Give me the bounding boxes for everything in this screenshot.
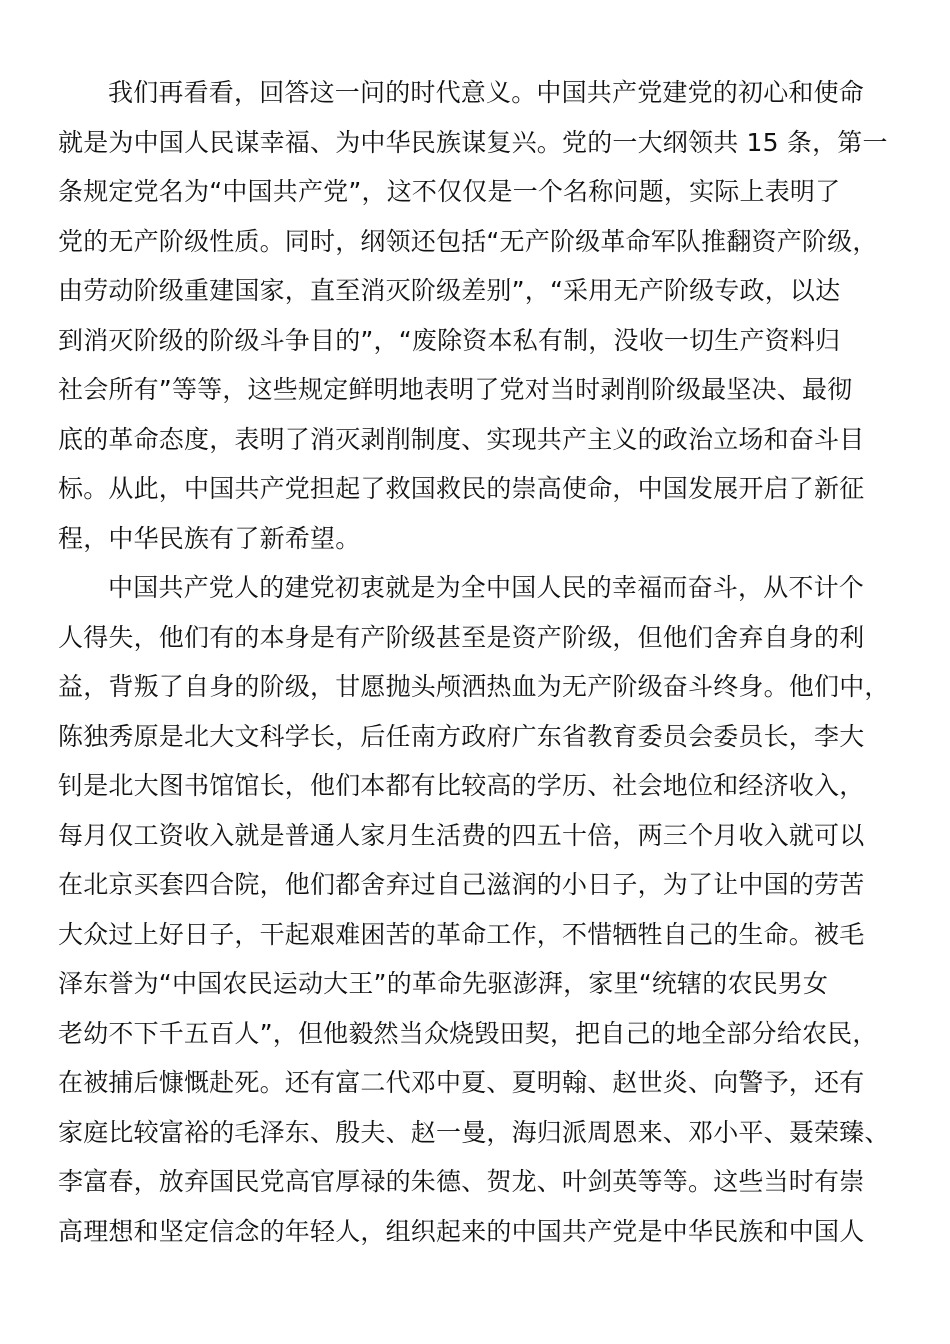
text-line: 陈独秀原是北大文科学长，后任南方政府广东省教育委员会委员长，李大 <box>58 721 865 751</box>
text-line: 家庭比较富裕的毛泽东、殷夫、赵一曼，海归派周恩来、邓小平、聂荣臻、 <box>58 1117 890 1147</box>
text-line: 我们再看看，回答这一问的时代意义。中国共产党建党的初心和使命 <box>108 78 865 107</box>
text-line: 社会所有”等等，这些规定鲜明地表明了党对当时剥削阶级最坚决、最彻 <box>58 375 853 404</box>
text-line: 条规定党名为“中国共产党”，这不仅仅是一个名称问题，实际上表明了 <box>58 177 841 206</box>
text-line: 泽东誉为“中国农民运动大王”的革命先驱澎湃，家里“统辖的农民男女 <box>58 969 829 998</box>
text-line: 在北京买套四合院，他们都舍弃过自己滋润的小日子，为了让中国的劳苦 <box>58 870 865 899</box>
document-page <box>58 68 892 1256</box>
text-line: 党的无产阶级性质。同时，纲领还包括“无产阶级革命军队推翻资产阶级， <box>58 226 878 256</box>
text-line: 到消灭阶级的阶级斗争目的”，“废除资本私有制，没收一切生产资料归 <box>58 325 841 355</box>
text-line: 中国共产党人的建党初衷就是为全中国人民的幸福而奋斗，从不计个 <box>108 573 865 602</box>
text-line: 每月仅工资收入就是普通人家月生活费的四五十倍，两三个月收入就可以 <box>58 820 865 850</box>
text-line: 在被捕后慷慨赴死。还有富二代邓中夏、夏明翰、赵世炎、向警予，还有 <box>58 1068 865 1097</box>
text-line: 钊是北大图书馆馆长，他们本都有比较高的学历、社会地位和经济收入， <box>58 771 865 800</box>
text-line: 李富春，放弃国民党高官厚禄的朱德、贺龙、叶剑英等等。这些当时有崇 <box>58 1167 865 1196</box>
text-line: 大众过上好日子，干起艰难困苦的革命工作，不惜牺牲自己的生命。被毛 <box>58 919 865 949</box>
text-line: 底的革命态度，表明了消灭剥削制度、实现共产主义的政治立场和奋斗目 <box>58 424 865 454</box>
text-line: 老幼不下千五百人”，但他毅然当众烧毁田契，把自己的地全部分给农民， <box>58 1018 878 1048</box>
text-line: 标。从此，中国共产党担起了救国救民的崇高使命，中国发展开启了新征 <box>58 474 865 503</box>
text-line: 程，中华民族有了新希望。 <box>58 523 361 553</box>
text-line: 就是为中国人民谋幸福、为中华民族谋复兴。党的一大纲领共 15 条，第一 <box>58 127 888 157</box>
paragraph-founding-aspiration <box>58 563 892 1256</box>
paragraph-time-significance <box>58 68 892 563</box>
text-line: 人得失，他们有的本身是有产阶级甚至是资产阶级，但他们舍弃自身的利 <box>58 622 865 652</box>
text-line: 由劳动阶级重建国家，直至消灭阶级差别”，“采用无产阶级专政，以达 <box>58 276 841 305</box>
text-line: 高理想和坚定信念的年轻人，组织起来的中国共产党是中华民族和中国人 <box>58 1216 865 1246</box>
text-line: 益，背叛了自身的阶级，甘愿抛头颅洒热血为无产阶级奋斗终身。他们中， <box>58 672 890 701</box>
